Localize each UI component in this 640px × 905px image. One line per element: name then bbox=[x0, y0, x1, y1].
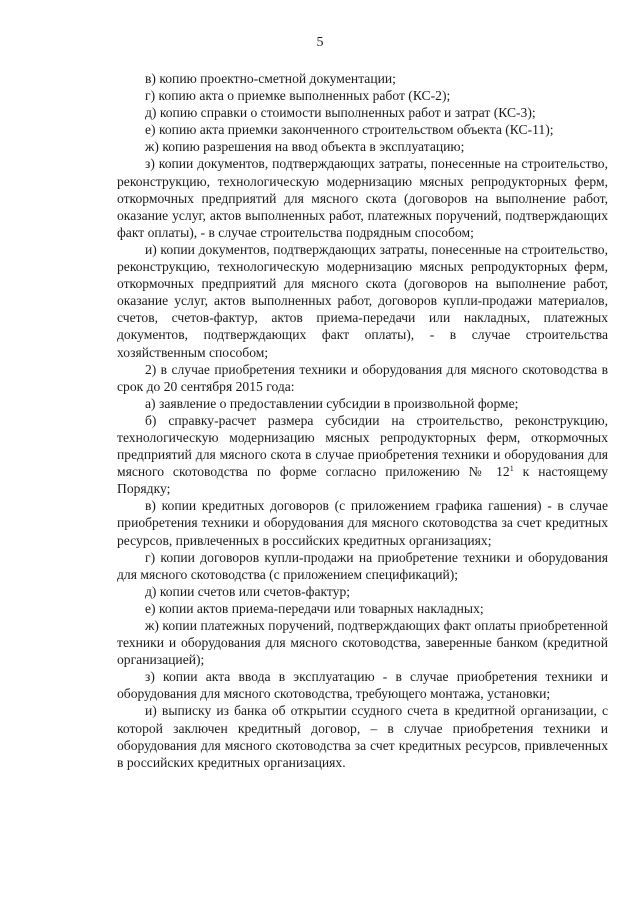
paragraph-d: д) копию справки о стоимости выполненных работ и затрат (КС-3); bbox=[145, 105, 536, 121]
paragraph-2-a: а) заявление о предоставлении субсидии в произвольной форме; bbox=[145, 395, 519, 411]
paragraph-2-b-text: б) справку-расчет размера субсидии на строительство, реконструкцию, технологическую модернизацию мясных репродукторных ферм, откормочных предприятий для мясного скота в случае приобретения техники и оборудования для мясного скотоводства по форме согласно приложению № 12 bbox=[117, 412, 608, 480]
paragraph-v: в) копию проектно-сметной документации; bbox=[145, 71, 396, 86]
paragraph-e: е) копию акта приемки законченного строительством объекта (КС-11); bbox=[145, 122, 554, 138]
paragraph-2-b-tail: к настоящему Порядку; bbox=[117, 464, 608, 497]
paragraph-2-v: в) копии кредитных договоров (с приложением графика гашения) - в случае приобретения техники и оборудования для мясного скотоводства за счет кредитных ресурсов, привлеченных в российских кредитных организациях; bbox=[117, 498, 608, 548]
page-number: 5 bbox=[316, 35, 324, 50]
paragraph-2-d: д) копии счетов или счетов-фактур; bbox=[145, 583, 351, 599]
paragraph-2-b bbox=[117, 412, 608, 497]
paragraph-z: з) копии документов, подтверждающих затраты, понесенные на строительство, реконструкцию, технологическую модернизацию мясных репродукторных ферм, откормочных предприятий для мясного скота (договоров на выполнение работ, оказание услуг, актов выполненных работ, платежных поручений, подтверждающих факт оплаты), - в случае строительства подрядным способом; bbox=[117, 156, 608, 240]
paragraph-2-z: з) копии акта ввода в эксплуатацию - в случае приобретения техники и оборудования для мясного скотоводства, требующего монтажа, установки; bbox=[117, 669, 608, 702]
paragraph-2-g: г) копии договоров купли-продажи на приобретение техники и оборудования для мясного скотоводства (с приложением спецификаций); bbox=[117, 549, 608, 582]
paragraph-item-2: 2) в случае приобретения техники и оборудования для мясного скотоводства в срок до 20 сентября 2015 года: bbox=[117, 361, 608, 394]
paragraph-g: г) копию акта о приемке выполненных работ (КС-2); bbox=[145, 88, 451, 104]
paragraph-2-e: е) копии актов приема-передачи или товарных накладных; bbox=[145, 600, 484, 616]
paragraph-zh: ж) копию разрешения на ввод объекта в эксплуатацию; bbox=[145, 139, 465, 155]
paragraph-i: и) копии документов, подтверждающих затраты, понесенные на строительство, реконструкцию, технологическую модернизацию мясных репродукторных ферм, откормочных предприятий для мясного скота (договоров на выполнение работ, оказание услуг, актов выполненных работ, договоров купли-продажи материалов, счетов, счетов-фактур, актов приема-передачи или накладных, платежных документов, подтверждающих факт оплаты), - в случае строительства хозяйственным способом; bbox=[117, 241, 608, 360]
appendix-superscript: 1 bbox=[509, 464, 514, 474]
document-body bbox=[117, 70, 608, 771]
paragraph-2-i: и) выписку из банка об открытии ссудного счета в кредитной организации, с которой заключен кредитный договор, – в случае приобретения техники и оборудования для мясного скотоводства за счет кредитных ресурсов, привлеченных в российских кредитных организациях. bbox=[117, 703, 608, 770]
paragraph-2-zh: ж) копии платежных поручений, подтверждающих факт оплаты приобретенной техники и оборудования для мясного скотоводства, заверенные банком (кредитной организацией); bbox=[117, 618, 608, 668]
